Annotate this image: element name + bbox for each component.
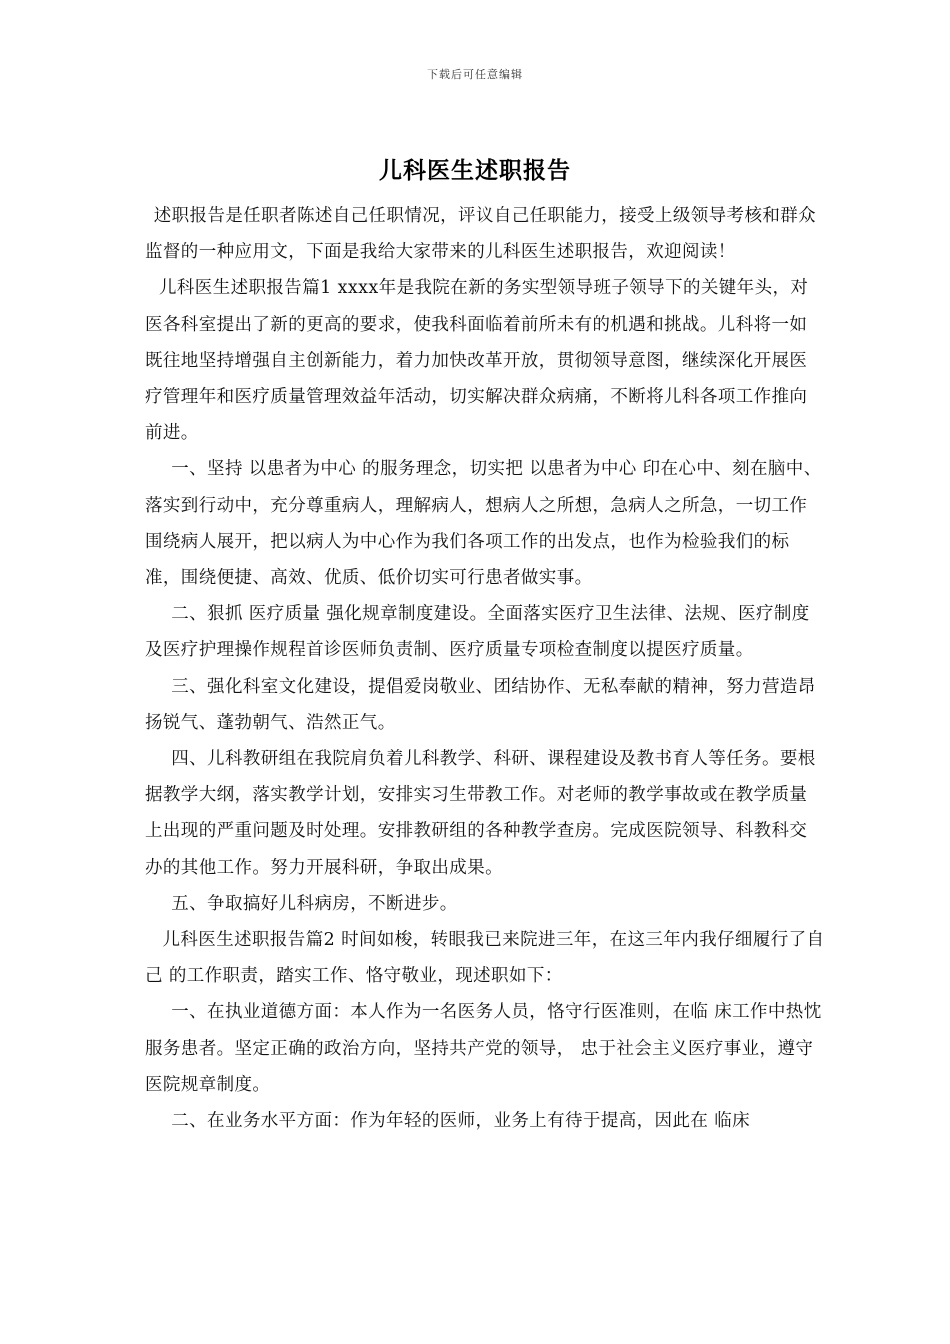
paragraph-point-2: 二、狠抓 医疗质量 强化规章制度建设。全面落实医疗卫生法律、法规、医疗制度及医疗护理操作规程首诊医师负责制、医疗质量专项检查制度以提医疗质量。 — [145, 604, 810, 661]
paragraph-point-4: 四、儿科教研组在我院肩负着儿科教学、科研、课程建设及教书育人等任务。要根据教学大纲，落实教学计划，安排实习生带教工作。对老师的教学事故或在教学质量上出现的严重问题及时处理。安排教研组的各种教学查房。完成医院领导、科教科交办的其他工作。努力开展科研，争取出成果。 — [145, 749, 816, 878]
paragraph-report-2-point-1: 一、在执业道德方面：本人作为一名医务人员，恪守行医准则，在临 床工作中热忱服务患者。坚定正确的政治方向，坚持共产党的领导， 忠于社会主义医疗事业，遵守医院规章制度。 — [145, 1002, 822, 1095]
document-title: 儿科医生述职报告 — [379, 157, 571, 184]
paragraph-point-1: 一、坚持 以患者为中心 的服务理念，切实把 以患者为中心 印在心中、刻在脑中、落实到行动中，充分尊重病人，理解病人，想病人之所想，急病人之所急，一切工作围绕病人展开，把以病人为中心作为我们各项工作的出发点，也作为检验我们的标准，围绕便捷、高效、优质、低价切实可行患者做实事。 — [145, 459, 822, 589]
paragraph-point-3: 三、强化科室文化建设，提倡爱岗敬业、团结协作、无私奉献的精神，努力营造昂扬锐气、蓬勃朝气、浩然正气。 — [145, 676, 816, 733]
paragraph-intro: 述职报告是任职者陈述自己任职情况，评议自己任职能力，接受上级领导考核和群众监督的一种应用文，下面是我给大家带来的儿科医生述职报告，欢迎阅读！ — [145, 206, 817, 263]
paragraph-report-1-opening: 儿科医生述职报告篇1 xxxx年是我院在新的务实型领导班子领导下的关键年头，对医各科室提出了新的更高的要求，使我科面临着前所未有的机遇和挑战。儿科将一如既往地坚持增强自主创新能力，着力加快改革开放，贯彻领导意图，继续深化开展医疗管理年和医疗质量管理效益年活动，切实解决群众病痛，不断将儿科各项工作推向前进。 — [145, 278, 809, 444]
header-note: 下载后可任意编辑 — [427, 68, 523, 81]
paragraph-report-2-point-2: 二、在业务水平方面：作为年轻的医师，业务上有待于提高，因此在 临床 — [171, 1111, 751, 1132]
paragraph-point-5: 五、争取搞好儿科病房，不断进步。 — [171, 893, 458, 914]
paragraph-report-2-opening: 儿科医生述职报告篇2 时间如梭，转眼我已来院进三年，在这三年内我仔细履行了自己 的工作职责，踏实工作、恪守敬业，现述职如下： — [145, 930, 825, 987]
document-body — [145, 198, 825, 1139]
